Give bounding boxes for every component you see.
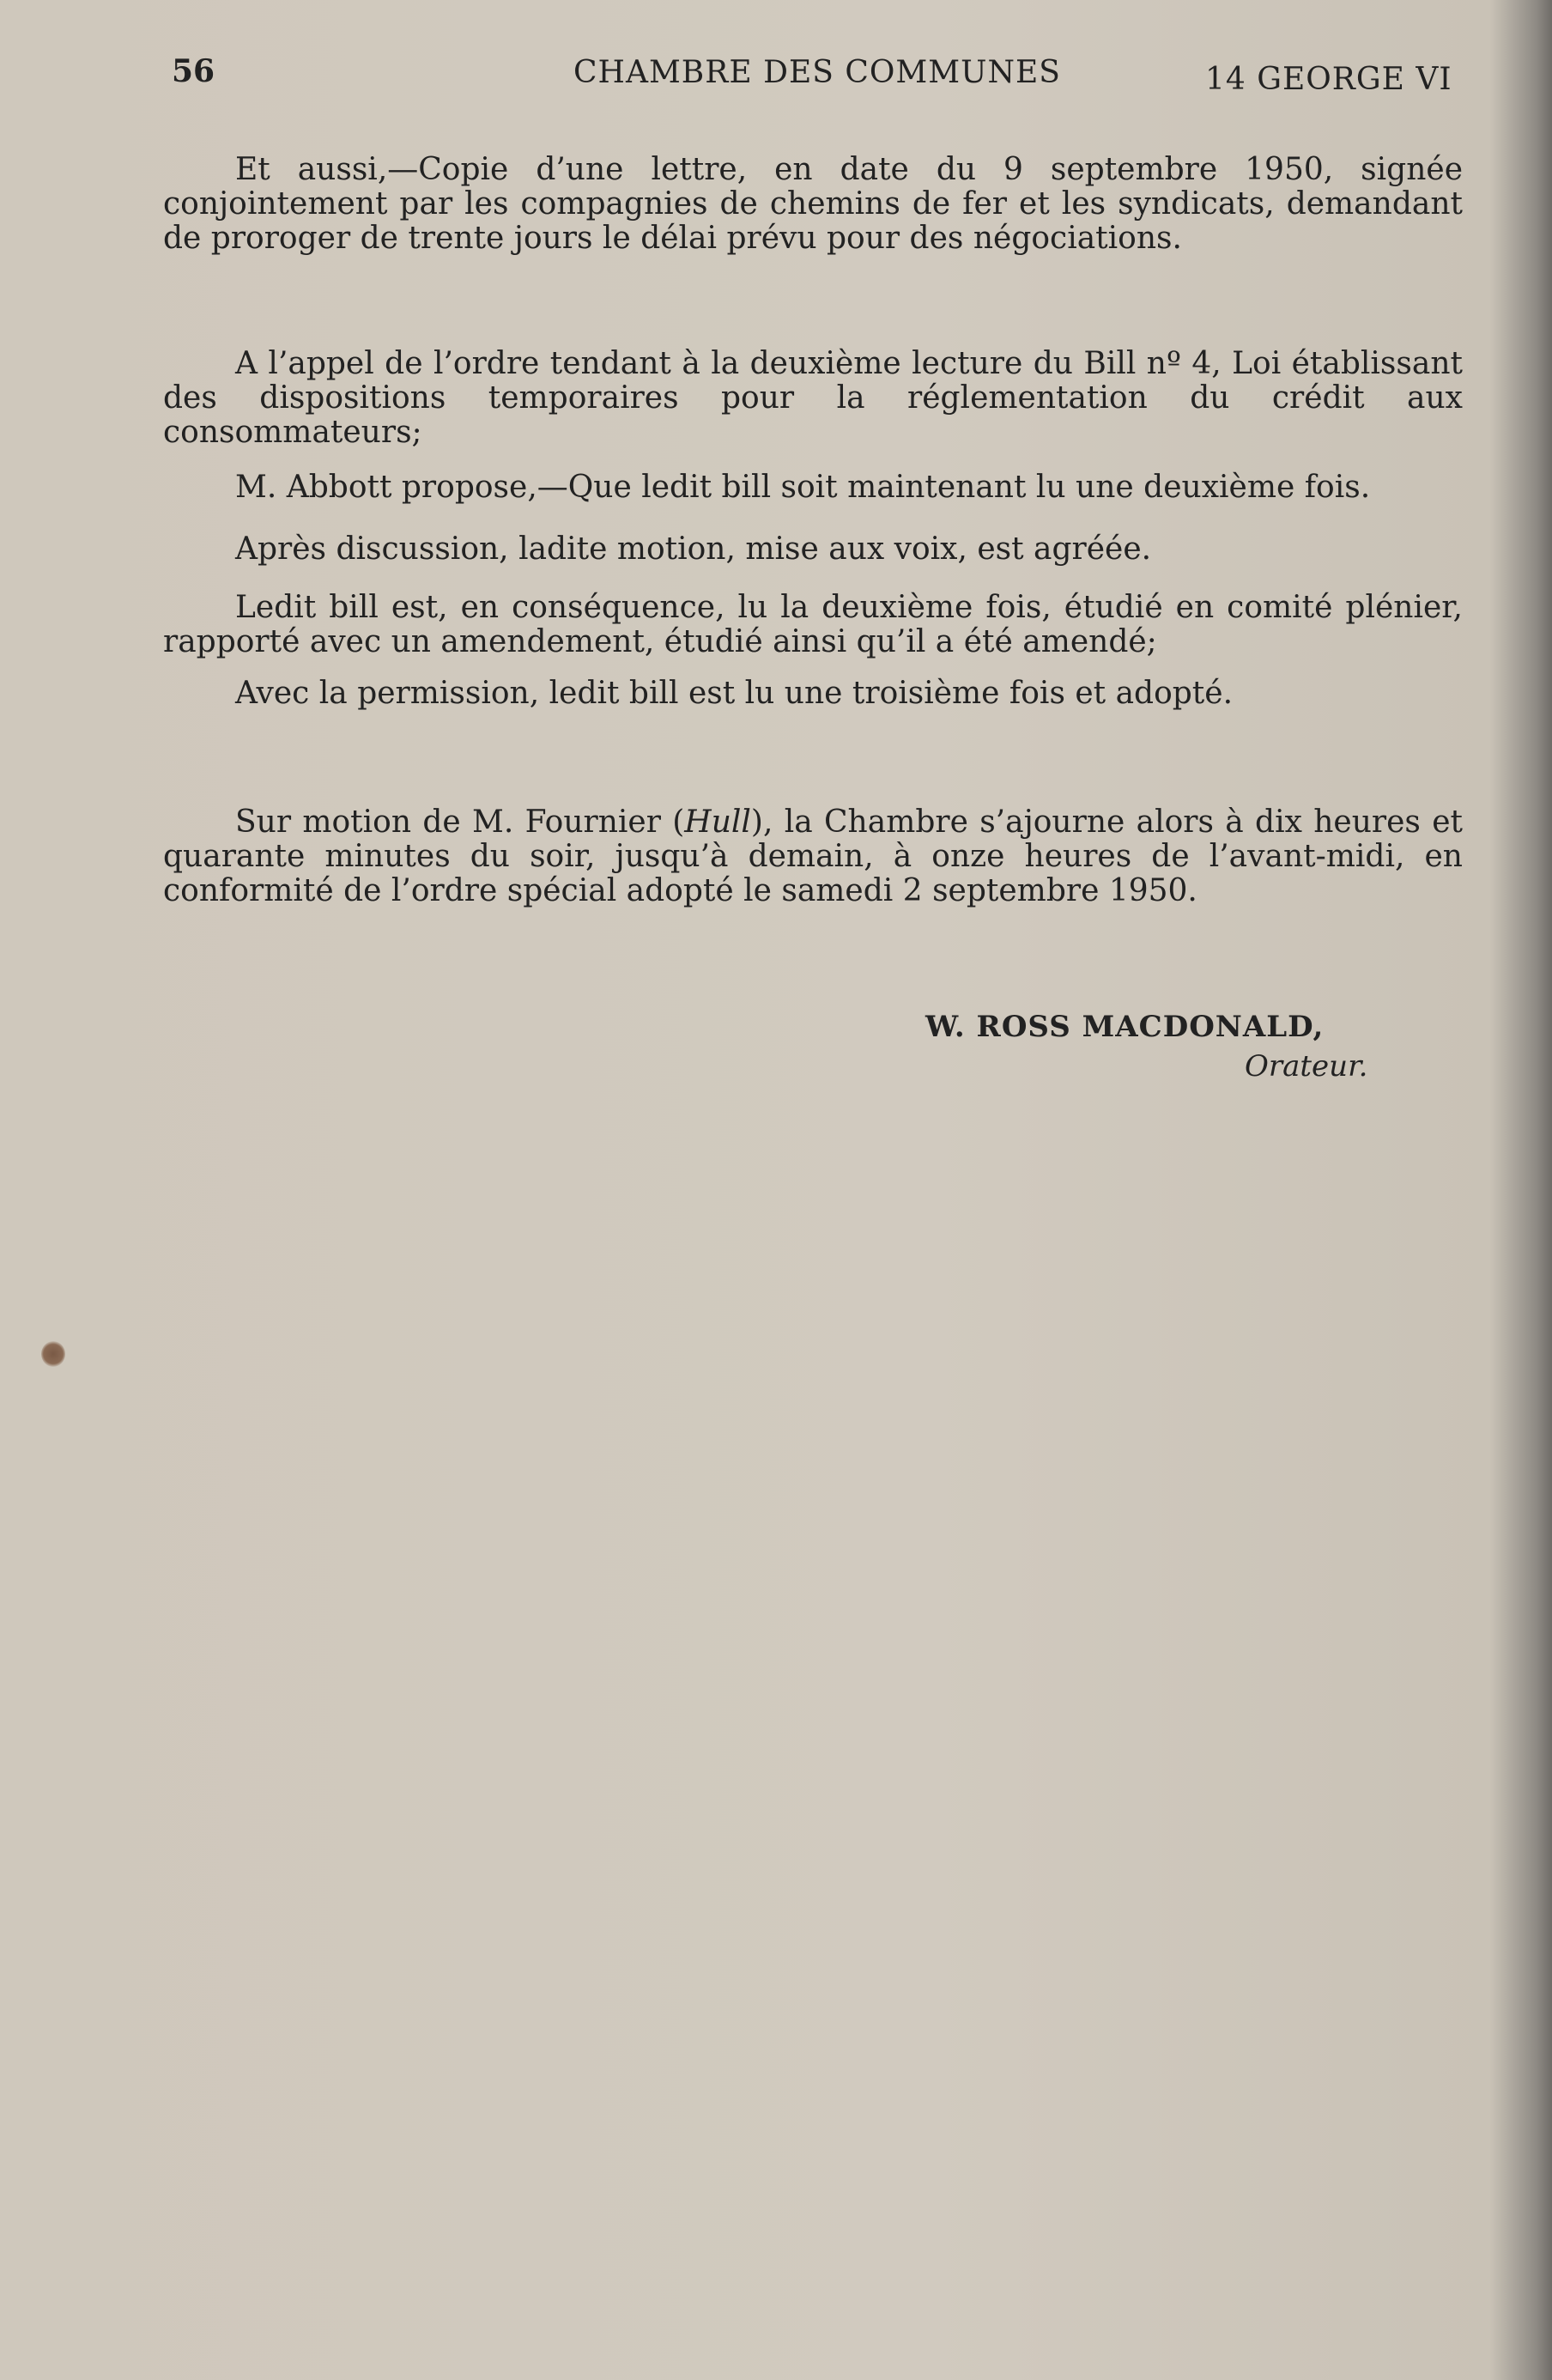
speaker-title: Orateur.	[1245, 1049, 1368, 1084]
adjournment-text-end: ), la Chambre s’ajourne alors à dix heures et quarante minutes du soir, jusqu’à demain, à onze heures de l’avant-midi, en conformité de l’ordre spécial adopté le samedi 2 septembre 1950.	[163, 804, 1463, 908]
paragraph-adjournment	[163, 805, 1463, 908]
page-header	[0, 53, 1552, 105]
riding-name: Hull	[684, 804, 751, 840]
paragraph-text	[163, 805, 1463, 908]
regnal-year: 14 GEORGE VI	[1205, 62, 1452, 97]
speaker-name: W. ROSS MACDONALD,	[925, 1010, 1325, 1044]
paragraph-second-reading	[163, 591, 1463, 659]
paragraph-text: M. Abbott propose,—Que ledit bill soit maintenant lu une deuxième fois.	[235, 470, 1371, 505]
paragraph-text: Et aussi,—Copie d’une lettre, en date du 9 septembre 1950, signée conjointement par les compagnies de chemins de fer et les syndicats, demandant de proroger de trente jours le délai prévu pour des négociations.	[163, 152, 1463, 256]
paragraph-text: Après discussion, ladite motion, mise aux voix, est agréée.	[235, 531, 1152, 567]
paragraph-text: A l’appel de l’ordre tendant à la deuxième lecture du Bill nº 4, Loi établissant des dispositions temporaires pour la réglementation du crédit aux consommateurs;	[163, 346, 1463, 450]
paragraph-motion-agreed	[163, 532, 1463, 567]
paragraph-text: Avec la permission, ledit bill est lu une troisième fois et adopté.	[235, 676, 1234, 711]
paragraph-text: Ledit bill est, en conséquence, lu la deuxième fois, étudié en comité plénier, rapporté avec un amendement, étudié ainsi qu’il a été amendé;	[163, 590, 1463, 659]
paragraph-bill-reading	[163, 347, 1463, 450]
running-title: CHAMBRE DES COMMUNES	[573, 55, 1061, 90]
paper-stain	[41, 1341, 65, 1367]
paragraph-copy-letter	[163, 153, 1463, 256]
page-number: 56	[172, 53, 215, 89]
paragraph-abbott-motion	[163, 471, 1463, 505]
paragraph-third-reading	[163, 677, 1463, 711]
adjournment-text-start: Sur motion de M. Fournier (	[235, 804, 685, 840]
